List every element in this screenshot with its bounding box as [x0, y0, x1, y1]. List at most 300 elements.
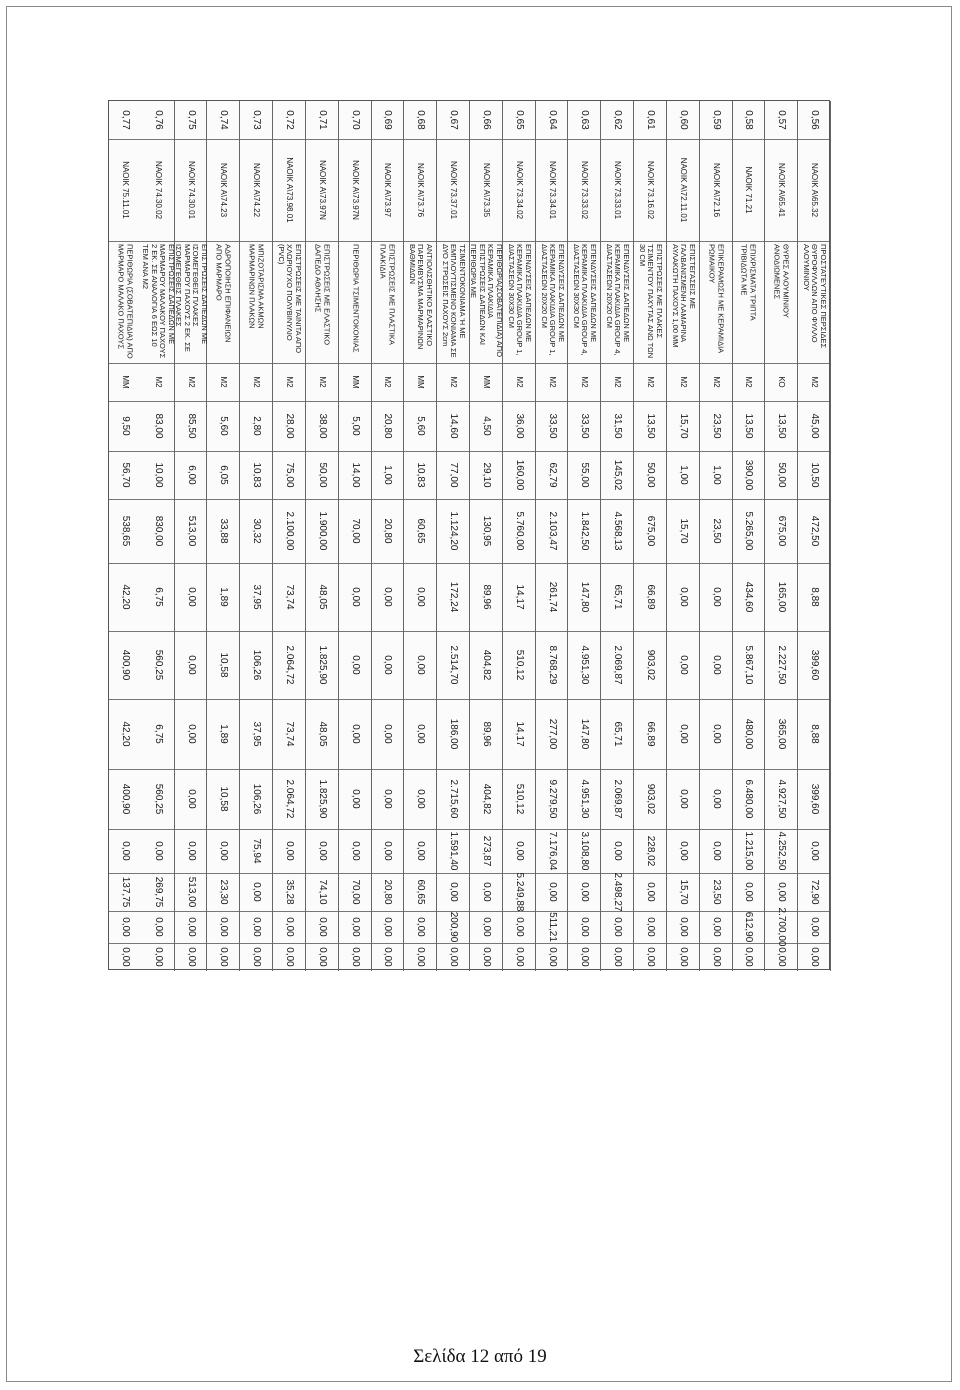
cell-text: 0,00 — [185, 917, 197, 937]
cell-t7 — [207, 943, 239, 971]
cell-t7 — [404, 943, 436, 971]
cell-text: 0,71 — [316, 110, 328, 130]
cell-code — [733, 139, 765, 241]
cell-code — [536, 139, 568, 241]
page-number-footer: Σελίδα 12 από 19 — [413, 1346, 547, 1367]
cell-t6 — [700, 911, 732, 943]
cell-t4 — [437, 829, 469, 873]
cell-text: ΕΠΙΧΡΙΣΜΑΤΑ ΤΡΙΠΤΑ ΤΡΙΒΙΔΩΤΑ ΜΕ — [740, 244, 758, 321]
cell-text: 0,00 — [120, 841, 132, 861]
cell-p1 — [503, 451, 535, 499]
cell-q1 — [404, 401, 436, 451]
cell-text: ΝΑΟΙΚ Α\74.23 — [219, 162, 229, 218]
cell-text: ΝΑΟΙΚ 73.33.01 — [613, 160, 623, 220]
cell-desc — [306, 241, 338, 363]
cell-t3 — [207, 769, 239, 829]
cell-text: 33,50 — [546, 413, 558, 439]
cell-t6 — [437, 911, 469, 943]
cell-t3 — [273, 769, 305, 829]
cell-t2 — [404, 631, 436, 699]
cell-p1 — [339, 451, 371, 499]
cell-text: 186,00 — [448, 718, 460, 750]
table-row — [109, 101, 142, 971]
cell-text: 0,00 — [382, 789, 394, 809]
cell-unit — [634, 363, 666, 401]
cell-text: 1.825,90 — [316, 645, 328, 685]
cell-text: 2.227,50 — [776, 645, 788, 685]
cell-text: 0,70 — [349, 110, 361, 130]
table-row — [601, 101, 634, 971]
cell-text: 0,00 — [349, 587, 361, 607]
cell-t1 — [503, 499, 535, 563]
cell-text: 66,89 — [644, 721, 656, 747]
cell-text: 0,72 — [283, 110, 295, 130]
cell-text: ΕΠΙΣΤΕΓΑΣΕΙΣ ΜΕ ΓΑΛΒΑΝΙΣΜΕΝΗ ΛΑΜΑΡΙΝΑ ΑΥΛΑΚΩΤΗ ΠΑΧΟΥΣ 1,00 ΜΜ — [670, 244, 697, 348]
cell-t3 — [175, 769, 207, 829]
cell-no — [142, 101, 174, 139]
cell-t2 — [634, 631, 666, 699]
cell-text: 0,00 — [644, 917, 656, 937]
cell-no — [568, 101, 600, 139]
cell-text: 66,89 — [644, 584, 656, 610]
cell-text: 0,00 — [612, 841, 624, 861]
cell-t7 — [142, 943, 174, 971]
cell-text: 0,00 — [415, 724, 427, 744]
cell-t3 — [700, 769, 732, 829]
cell-desc — [470, 241, 502, 363]
cell-text: 0,00 — [513, 947, 525, 967]
cell-t5 — [175, 873, 207, 911]
cell-t1 — [109, 499, 142, 563]
cell-q2 — [503, 563, 535, 631]
cell-text: 1.215,00 — [743, 831, 755, 871]
cell-text: 903,02 — [644, 649, 656, 681]
cell-t6 — [733, 911, 765, 943]
cell-text: 23,30 — [218, 879, 230, 905]
cell-text: 0,63 — [579, 110, 591, 130]
cell-t2 — [175, 631, 207, 699]
cell-text: Μ2 — [580, 376, 590, 388]
cell-t7 — [667, 943, 699, 971]
cell-text: 1,89 — [218, 587, 230, 607]
cell-q1 — [667, 401, 699, 451]
cell-t7 — [273, 943, 305, 971]
cell-text: 145,02 — [612, 459, 624, 491]
table-row — [142, 101, 175, 971]
cell-q1 — [798, 401, 830, 451]
cell-text: 5,60 — [415, 416, 427, 436]
cell-no — [765, 101, 797, 139]
cell-q2 — [536, 563, 568, 631]
cell-text: ΝΑΟΙΚ Α\73.35 — [481, 162, 491, 218]
cell-unit — [339, 363, 371, 401]
cell-t2 — [733, 631, 765, 699]
cell-q2 — [372, 563, 404, 631]
cell-text: 0,00 — [349, 917, 361, 937]
cell-text: 48,05 — [316, 721, 328, 747]
cell-q3 — [536, 699, 568, 769]
cell-text: 0,00 — [710, 841, 722, 861]
cell-t1 — [765, 499, 797, 563]
cell-text: 15,70 — [677, 518, 689, 544]
cell-text: 0,00 — [415, 587, 427, 607]
cell-text: 480,00 — [743, 718, 755, 750]
cell-t1 — [240, 499, 272, 563]
cell-t7 — [700, 943, 732, 971]
cell-q2 — [568, 563, 600, 631]
cell-text: 33,50 — [579, 413, 591, 439]
cell-t2 — [601, 631, 633, 699]
cell-t6 — [765, 907, 797, 947]
cell-unit — [240, 363, 272, 401]
cell-text: 400,90 — [120, 783, 132, 815]
cell-text: Μ2 — [514, 376, 524, 388]
cell-unit — [437, 363, 469, 401]
cell-t6 — [536, 911, 568, 943]
cell-t7 — [109, 943, 142, 971]
cell-q1 — [142, 401, 174, 451]
cell-t6 — [339, 911, 371, 943]
cell-text: Μ2 — [252, 376, 262, 388]
cell-desc — [273, 241, 305, 363]
cell-text: ΠΕΡΙΘΩΡΙΑ (ΣΟΒΑΤΕΠΙΔΙΑ) ΑΠΟ ΜΑΡΜΑΡΟ ΜΑΛΑΚΟ ΠΑΧΟΥΣ — [117, 244, 135, 359]
cell-text: ΚΟ — [777, 376, 787, 388]
cell-t3 — [667, 769, 699, 829]
cell-code — [470, 139, 502, 241]
cell-text: 0,59 — [710, 110, 722, 130]
cell-p1 — [306, 451, 338, 499]
cell-code — [601, 139, 633, 241]
cell-p1 — [175, 451, 207, 499]
cell-t3 — [798, 769, 830, 829]
cell-desc — [437, 241, 469, 363]
cell-text: 0,67 — [448, 110, 460, 130]
cell-text: 165,00 — [776, 581, 788, 613]
cell-no — [470, 101, 502, 139]
cell-t1 — [437, 499, 469, 563]
cell-desc — [109, 241, 142, 363]
cell-text: 0,73 — [251, 110, 263, 130]
cell-text: 0,00 — [677, 947, 689, 967]
cell-t4 — [601, 829, 633, 873]
cell-text: 0,00 — [710, 587, 722, 607]
cell-text: 903,02 — [644, 783, 656, 815]
cell-t7 — [568, 943, 600, 971]
cell-q2 — [339, 563, 371, 631]
cell-t1 — [404, 499, 436, 563]
cell-text: 472,50 — [809, 515, 821, 547]
cell-text: ΝΑΟΙΚ 73.37.01 — [449, 160, 459, 220]
cell-text: Μ2 — [317, 376, 327, 388]
cell-t5 — [634, 873, 666, 911]
table-row — [273, 101, 306, 971]
cell-text: 147,80 — [579, 718, 591, 750]
cell-code — [700, 139, 732, 241]
cell-t5 — [601, 873, 633, 911]
cell-t1 — [601, 499, 633, 563]
cell-text: ΕΠΙΣΤΡΩΣΕΙΣ ΔΑΠΕΔΩΝ ΜΕ ΜΑΡΜΑΡΟΥ ΜΑΛΑΚΟΥ ΠΑΧΟΥΣ 2 ΕΚ. ΣΕ ΑΝΑΛΟΓΙΑ 6 ΕΩΣ 10 ΤΕΜ ΑΝΑ Μ2 — [141, 244, 176, 359]
cell-text: 0,00 — [316, 947, 328, 967]
cell-code — [634, 139, 666, 241]
cell-no — [109, 101, 142, 139]
cell-t3 — [765, 769, 797, 829]
cell-t2 — [240, 631, 272, 699]
cell-text: 6,00 — [185, 465, 197, 485]
cell-t3 — [503, 769, 535, 829]
cell-desc — [667, 241, 699, 363]
cell-text: Μ2 — [383, 376, 393, 388]
cell-q2 — [601, 563, 633, 631]
cell-text: ΝΑΟΙΚ 75.11.01 — [121, 161, 131, 219]
cell-text: 513,00 — [185, 876, 197, 908]
table-row — [765, 101, 798, 971]
cell-t2 — [207, 631, 239, 699]
cell-desc — [207, 241, 239, 363]
cell-q3 — [372, 699, 404, 769]
cell-t3 — [372, 769, 404, 829]
cell-text: 0,00 — [480, 917, 492, 937]
cell-t4 — [207, 829, 239, 873]
cell-t4 — [142, 829, 174, 873]
cell-text: ΝΑΟΙΚ 73.16.02 — [645, 160, 655, 220]
cell-p1 — [372, 451, 404, 499]
cell-unit — [470, 363, 502, 401]
cell-text: 0,00 — [218, 947, 230, 967]
cell-t4 — [667, 829, 699, 873]
cell-text: 404,82 — [480, 783, 492, 815]
cell-text: 1.124,20 — [448, 511, 460, 551]
cell-text: 6,75 — [152, 724, 164, 744]
cell-text: 83,00 — [152, 413, 164, 439]
cell-q2 — [798, 563, 830, 631]
cell-t1 — [306, 499, 338, 563]
cell-t6 — [503, 911, 535, 943]
cell-q3 — [765, 699, 797, 769]
table-row — [404, 101, 437, 971]
cell-text: 20,80 — [382, 413, 394, 439]
cell-t5 — [339, 873, 371, 911]
cell-text: Μ2 — [186, 376, 196, 388]
cell-text: 0,00 — [185, 587, 197, 607]
cell-unit — [765, 363, 797, 401]
cell-text: Μ2 — [153, 376, 163, 388]
cell-text: 0,00 — [579, 917, 591, 937]
cell-text: 269,75 — [152, 876, 164, 908]
cell-unit — [109, 363, 142, 401]
cell-code — [437, 139, 469, 241]
cell-text: ΑΝΤΙΟΛΙΣΘΗΤΙΚΟ ΕΛΑΣΤΙΚΟ ΠΑΡΕΜΒΥΣΜΑ ΜΑΡΜΑΡΙΝΩΝ ΒΑΘΜΙΔΩΝ — [408, 244, 435, 350]
cell-t5 — [700, 873, 732, 911]
cell-no — [207, 101, 239, 139]
cell-text: 0,00 — [382, 947, 394, 967]
cell-text: 0,00 — [152, 947, 164, 967]
cell-q1 — [109, 401, 142, 451]
cell-q3 — [404, 699, 436, 769]
cell-text: 65,71 — [612, 721, 624, 747]
cell-q1 — [634, 401, 666, 451]
cell-text: 8,88 — [809, 724, 821, 744]
cell-t5 — [437, 873, 469, 911]
cell-text: 74,10 — [316, 879, 328, 905]
cell-text: 42,20 — [120, 721, 132, 747]
cell-text: 0,00 — [349, 655, 361, 675]
cell-t1 — [700, 499, 732, 563]
cell-text: 0,00 — [677, 789, 689, 809]
cell-text: 0,00 — [809, 841, 821, 861]
cell-unit — [601, 363, 633, 401]
cell-text: 1.825,90 — [316, 779, 328, 819]
cell-q2 — [733, 563, 765, 631]
cell-text: Μ2 — [284, 376, 294, 388]
cell-t4 — [634, 829, 666, 873]
cell-no — [437, 101, 469, 139]
cell-text: ΕΠΕΝΔΥΣΕΙΣ ΔΑΠΕΔΩΝ ΜΕ ΚΕΡΑΜΙΚΑ ΠΛΑΚΙΔΙΑ GROUP 4, ΔΙΑΣΤΑΣΕΩΝ 20Χ20 CM — [604, 244, 631, 356]
cell-desc — [503, 241, 535, 363]
cell-text: 0,00 — [251, 947, 263, 967]
cell-text: 13,50 — [776, 413, 788, 439]
cell-text: 0,00 — [710, 917, 722, 937]
cell-t1 — [207, 499, 239, 563]
cell-q1 — [306, 401, 338, 451]
cell-t4 — [273, 829, 305, 873]
cell-p1 — [667, 451, 699, 499]
cell-text: 0,00 — [448, 882, 460, 902]
cell-no — [404, 101, 436, 139]
cell-text: 6,05 — [218, 465, 230, 485]
table-row — [175, 101, 208, 971]
cell-text: 0,00 — [809, 917, 821, 937]
cell-p1 — [207, 451, 239, 499]
cell-t4 — [536, 829, 568, 873]
cell-text: 38,00 — [316, 413, 328, 439]
cell-t6 — [634, 911, 666, 943]
cell-text: 10,00 — [152, 462, 164, 488]
cell-t7 — [372, 943, 404, 971]
cell-text: ΕΠΙΣΤΡΩΣΕΙΣ ΜΕ ΠΛΑΣΤΙΚΑ ΠΛΑΚΙΔΙΑ — [379, 244, 397, 345]
cell-t4 — [306, 829, 338, 873]
cell-code — [273, 139, 305, 241]
cell-q1 — [273, 401, 305, 451]
cell-q3 — [339, 699, 371, 769]
cell-t6 — [568, 911, 600, 943]
cell-text: 200,90 — [448, 911, 460, 943]
cell-q2 — [273, 563, 305, 631]
cell-t7 — [798, 943, 830, 971]
cell-text: ΜΠΙΖΟΤΑΡΙΣΜΑ ΑΚΜΩΝ ΜΑΡΜΑΡΙΝΩΝ ΠΛΑΚΩΝ — [248, 244, 266, 329]
cell-text: 538,65 — [120, 515, 132, 547]
cell-text: 0,00 — [349, 724, 361, 744]
cell-t5 — [109, 873, 142, 911]
cell-t2 — [568, 631, 600, 699]
cell-desc — [798, 241, 830, 363]
cell-t2 — [273, 631, 305, 699]
cell-no — [339, 101, 371, 139]
cell-no — [798, 101, 830, 139]
cell-text: 4.927,50 — [776, 779, 788, 819]
cell-text: ΤΣΙΜΕΝΤΟΚΟΝΙΑΜΑ 'Η ΜΕ ΕΜΠΛΟΥΤΙΣΜΕΝΟ ΚΟΝΙΑΜΑ ΣΕ ΔΥΟ ΣΤΡΩΣΕΙΣ ΠΑΧΟΥΣ 2cm — [440, 244, 467, 358]
cell-desc — [240, 241, 272, 363]
cell-text: 0,00 — [743, 947, 755, 967]
cell-t3 — [437, 769, 469, 829]
cell-t4 — [798, 829, 830, 873]
cell-t1 — [667, 499, 699, 563]
cell-text: 0,00 — [316, 841, 328, 861]
cell-q3 — [568, 699, 600, 769]
cell-text: 228,02 — [644, 835, 656, 867]
cell-q3 — [700, 699, 732, 769]
table-row — [733, 101, 766, 971]
cell-text: ΜΜ — [121, 375, 131, 389]
cell-t3 — [634, 769, 666, 829]
cell-text: 675,00 — [776, 515, 788, 547]
cell-text: 0,00 — [448, 947, 460, 967]
cell-no — [700, 101, 732, 139]
cell-q1 — [601, 401, 633, 451]
cell-text: 0,00 — [185, 789, 197, 809]
cell-text: 0,00 — [710, 947, 722, 967]
cell-text: 261,74 — [546, 581, 558, 613]
cell-t2 — [536, 631, 568, 699]
cell-text: Μ2 — [449, 376, 459, 388]
cell-text: 0,74 — [218, 110, 230, 130]
cell-text: 0,00 — [120, 917, 132, 937]
cell-text: 612,90 — [743, 911, 755, 943]
cell-p1 — [437, 451, 469, 499]
cell-desc — [339, 241, 371, 363]
cell-t6 — [273, 911, 305, 943]
cell-text: 31,50 — [612, 413, 624, 439]
cell-text: 0,00 — [513, 841, 525, 861]
cell-text: 147,80 — [579, 581, 591, 613]
rotated-data-table — [108, 100, 830, 970]
cell-text: 65,71 — [612, 584, 624, 610]
cell-text: 0,00 — [644, 947, 656, 967]
cell-unit — [207, 363, 239, 401]
cell-t7 — [634, 943, 666, 971]
cell-desc — [601, 241, 633, 363]
table-row — [306, 101, 339, 971]
cell-t3 — [536, 769, 568, 829]
cell-text: 0,00 — [251, 917, 263, 937]
cell-code — [798, 139, 830, 241]
cell-text: 0,00 — [776, 882, 788, 902]
cell-text: 10,58 — [218, 652, 230, 678]
cell-t4 — [404, 829, 436, 873]
cell-text: Μ2 — [744, 376, 754, 388]
cell-q3 — [733, 699, 765, 769]
cell-text: 0,00 — [382, 917, 394, 937]
cell-text: 10,58 — [218, 786, 230, 812]
table-row — [700, 101, 733, 971]
cell-q1 — [372, 401, 404, 451]
cell-code — [175, 139, 207, 241]
cell-code — [142, 139, 174, 241]
cell-t7 — [536, 943, 568, 971]
cell-unit — [733, 363, 765, 401]
cell-q2 — [667, 563, 699, 631]
cell-text: 4,50 — [480, 416, 492, 436]
cell-t7 — [175, 943, 207, 971]
cell-text: 2.064,72 — [283, 645, 295, 685]
cell-t7 — [339, 943, 371, 971]
cell-text: 5,00 — [349, 416, 361, 436]
cell-text: 29,10 — [480, 462, 492, 488]
cell-text: 10,83 — [251, 462, 263, 488]
cell-text: 45,00 — [809, 413, 821, 439]
cell-p1 — [634, 451, 666, 499]
cell-t2 — [109, 631, 142, 699]
cell-text: 0,61 — [644, 110, 656, 130]
